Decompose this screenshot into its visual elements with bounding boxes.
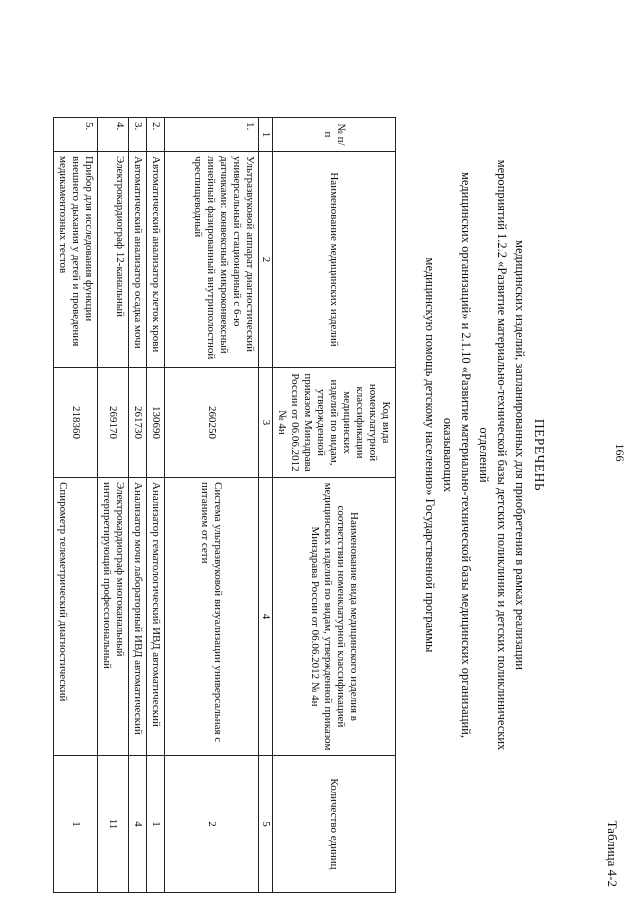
classification-code: 269170 bbox=[98, 368, 129, 478]
row-number: 4. bbox=[98, 118, 129, 152]
table-row bbox=[54, 118, 98, 893]
device-name: Электрокардиограф 12-канальный bbox=[98, 152, 129, 368]
subtitle-line-3: медицинских организаций» и 2.1.10 «Развитие материально-технической базы медицинских организаций, оказывающих bbox=[441, 172, 473, 738]
column-number-row bbox=[259, 118, 273, 893]
page-number: 166 bbox=[613, 443, 627, 462]
table-row bbox=[147, 118, 165, 893]
device-kind: Анализатор гематологический ИВД автоматический bbox=[147, 478, 165, 756]
header-number: № п/п bbox=[273, 118, 396, 152]
device-name: Прибор для исследования функции внешнего дыхания у детей и проведения медикаментозных тестов bbox=[54, 152, 98, 368]
subtitle-line-1: медицинских изделий, запланированных для приобретения в рамках реализации bbox=[513, 240, 527, 670]
device-kind: Спирометр телеметрический диагностический bbox=[54, 478, 98, 756]
header-device-name: Наименование медицинских изделий bbox=[273, 152, 396, 368]
quantity: 1 bbox=[54, 756, 98, 893]
quantity: 11 bbox=[98, 756, 129, 893]
row-number: 2. bbox=[147, 118, 165, 152]
device-kind: Анализатор мочи лабораторный ИВД автоматический bbox=[129, 478, 147, 756]
classification-code: 130690 bbox=[147, 368, 165, 478]
document-heading bbox=[421, 150, 548, 760]
classification-code: 261730 bbox=[129, 368, 147, 478]
table-row bbox=[98, 118, 129, 893]
classification-code: 218360 bbox=[54, 368, 98, 478]
column-number: 2 bbox=[259, 152, 273, 368]
quantity: 2 bbox=[165, 756, 259, 893]
header-device-kind: Наименование вида медицинского изделия в соответствии номенклатурной классификацией медицинских изделий по видам, утвержденной приказом Минздрава России от 06.06.2012 № 4н bbox=[273, 478, 396, 756]
table-row bbox=[129, 118, 147, 893]
device-kind: Электрокардиограф многоканальный интерпретирующий профессиональный bbox=[98, 478, 129, 756]
device-name: Автоматический анализатор осадка мочи bbox=[129, 152, 147, 368]
row-number: 1. bbox=[165, 118, 259, 152]
classification-code: 260250 bbox=[165, 368, 259, 478]
header-classification-code: Код вида номенклатурной классификации медицинских изделий по видам, утвержденной приказом Минздрава России от 06.06.2012 № 4н bbox=[273, 368, 396, 478]
device-name: Автоматический анализатор клеток крови bbox=[147, 152, 165, 368]
table-reference: Таблица 4-2 bbox=[605, 820, 620, 887]
device-kind: Система ультразвуковой визуализации универсальная с питанием от сети bbox=[165, 478, 259, 756]
column-number: 1 bbox=[259, 118, 273, 152]
row-number: 3. bbox=[129, 118, 147, 152]
subtitle-line-4: медицинскую помощь детскому населению» Государственной программы bbox=[423, 257, 437, 653]
table-row bbox=[165, 118, 259, 893]
row-number: 5. bbox=[54, 118, 98, 152]
column-number: 5 bbox=[259, 756, 273, 893]
document-title: ПЕРЕЧЕНЬ bbox=[532, 418, 547, 492]
quantity: 1 bbox=[147, 756, 165, 893]
quantity: 4 bbox=[129, 756, 147, 893]
medical-devices-table bbox=[53, 117, 396, 893]
column-number: 4 bbox=[259, 478, 273, 756]
table-header-row bbox=[273, 118, 396, 893]
header-quantity: Количество единиц bbox=[273, 756, 396, 893]
device-name: Ультразвуковой аппарат диагностический универсальный стационарный с 6-ю датчиками: конвексный микроконвексный линейный фазированный внутриполостной чреспищеводный bbox=[165, 152, 259, 368]
column-number: 3 bbox=[259, 368, 273, 478]
subtitle-line-2: мероприятий 1.2.2 «Развитие материально-технической базы детских поликлиник и детских поликлинических отделений bbox=[477, 159, 509, 751]
